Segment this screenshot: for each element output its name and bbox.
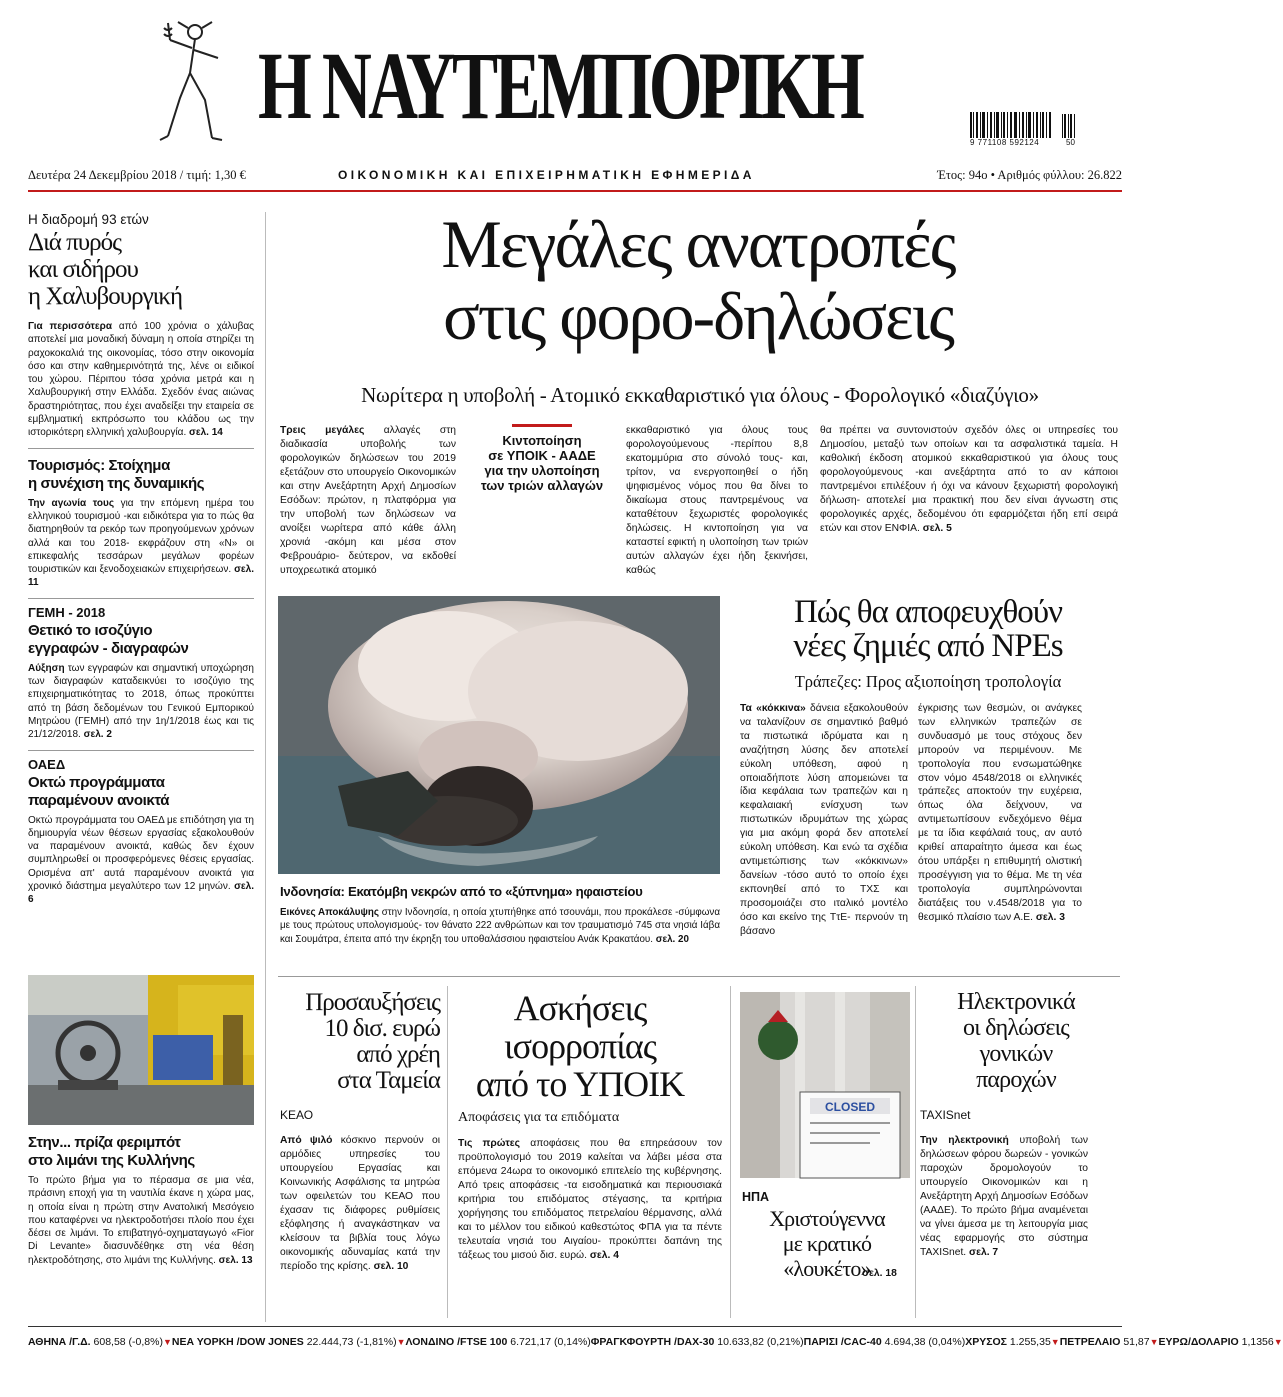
divider xyxy=(278,976,1120,977)
body-gemi: Αύξηση των εγγραφών και σημαντική υποχώρηση των διαγραφών καταδεικνύει το ισοζύγιο της επιχειρηματικότητας το 2018, όπως προκύπτει από τη βάση δεδομένων του Γενικού Εμπορικού Μητρώου (ΓΕΜΗ) από την 1η/1/2018 έως και τις 21/12/2018. σελ. 2 xyxy=(28,662,254,741)
kicker-oaed: ΟΑΕΔ xyxy=(28,756,66,772)
down-arrow-icon: ▼ xyxy=(396,1337,406,1347)
divider xyxy=(28,598,254,599)
barcode-addon: 50 xyxy=(1066,138,1075,147)
ticker-rule xyxy=(28,1326,1122,1327)
headline-gemi: Θετικό το ισοζύγιο εγγραφών - διαγραφών xyxy=(28,621,189,657)
volcano-photo xyxy=(278,596,720,874)
down-arrow-icon: ▼ xyxy=(1050,1337,1060,1347)
ticker-item: ΕΥΡΩ/ΔΟΛΑΡΙΟ 1,1356▼ xyxy=(1158,1336,1283,1348)
main-col-3: θα πρέπει να συντονιστούν σχεδόν όλες οι υπηρεσίες του Δημοσίου, μεταξύ των οποίων και τα ασφαλιστικά ταμεία. Η καθολική έκδοση ατομικού εκκαθαριστικού για όλους τους φορολογούμενους -και ανεξάρτητα από το αν κάποιοι παντρεμένοι επιλέξουν ή όχι να κάνουν ξεχωριστή φορολογική δήλωση- αποτελεί μια πρακτική που δεν είναι άγνωστη στις φορολογικές αρχές, δεδομένου ότι εφαρμόζεται ήδη επί σειρά ετών και στον ΕΝΦΙΑ. σελ. 5 xyxy=(820,425,1118,534)
body-tourism: Την αγωνία τους για την επόμενη ημέρα του ελληνικού τουρισμού -και ειδικότερα για το πώς θα διατηρηθούν τα ρεκόρ των προηγούμενων χρόνων αλλά και του 2018- εκφράζουν στη «Ν» οι επικεφαλής τεσσάρων μεγάλων φορέων τουριστικών και ξενοδοχειακών επιχειρήσεων. σελ. 11 xyxy=(28,497,254,589)
body-ferry: Το πρώτο βήμα για το πέρασμα σε μια νέα, πράσινη εποχή για τη ναυτιλία έκανε η χώρα μας, η οποία είναι η πρώτη στην Ανατολική Μεσόγειο που καταφέρνει να ηλεκτροδοτήσει πλοίο που έχει δέσει σε λιμάνι. Το επιβατηγό-οχηματαγωγό «Fior Di Levante» διασυνδέθηκε στη νέα θέση ηλεκτροδότησης, στο λιμάνι της Κυλλήνης. σελ. 13 xyxy=(28,1175,254,1266)
ferry-photo xyxy=(28,975,254,1125)
balance-headline: Ασκήσεις ισορροπίας από το ΥΠΟΙΚ xyxy=(475,988,685,1104)
down-arrow-icon: ▼ xyxy=(1149,1337,1159,1347)
issue-number: Έτος: 94ο • Αριθμός φύλλου: 26.822 xyxy=(937,168,1122,182)
pullquote-rule xyxy=(512,424,572,427)
volcano-caption-title: Ινδονησία: Εκατόμβη νεκρών από το «ξύπνημα» ηφαιστείου xyxy=(280,884,643,899)
main-subhead: Νωρίτερα η υποβολή - Ατομικό εκκαθαριστικό για όλους - Φορολογικό «διαζύγιο» xyxy=(361,383,1039,407)
ticker-item: ΠΕΤΡΕΛΑΙΟ 51,87▼ xyxy=(1059,1336,1159,1348)
left-column xyxy=(28,212,254,907)
volcano-caption-body: Εικόνες Αποκάλυψης στην Ινδονησία, η οποία χτυπήθηκε από τσουνάμι, που προκάλεσε -σύμφωνα με τους πρώτους υπολογισμούς- τον θάνατο 222 ανθρώπων και τον τραυματισμό 745 στα νησιά Ιάβα και Σουμάτρα, έπειτα από την έκρηξη του υποθαλάσσιου ηφαιστείου Ανάκ Κρακατάου. σελ. 20 xyxy=(280,907,720,945)
column-rule xyxy=(265,212,266,1322)
kicker-steel: Η διαδρομή 93 ετών xyxy=(28,212,149,227)
main-col-1: Τρεις μεγάλες αλλαγές στη διαδικασία υποβολής των φορολογικών δηλώσεων του 2019 εξετάζουν στο υπουργείο Οικονομικών και στην Ανεξάρτητη Αρχή Δημοσίων Εσόδων: πρώτον, η πλατφόρμα για την υποβολή των δηλώσεων να ανοίξει νωρίτερα από κάθε άλλη χρονιά -ακόμη και μέσα στον Φεβρουάριο- δεύτερον, να εκδοθεί υποχρεωτικά ατομικό xyxy=(280,425,456,576)
info-bar xyxy=(28,168,1122,186)
balance-body: Τις πρώτες αποφάσεις που θα επηρεάσουν τον προϋπολογισμό του 2019 καλείται να λάβει μέσα στα επόμενα 24ωρα το οικονομικό επιτελείο της κυβέρνησης. Από τρεις αποφάσεις -τα εισοδηματικά και περιουσιακά κριτήρια του επιδόματος στέγασης, τα κριτήρια χορήγησης του επιδόματος πετρελαίου θέρμανσης, αλλά και το μέλλον του ειδικού καθεστώτος ΦΠΑ για τα πέντε τελευταία νησιά του Αιγαίου- προκύπτει δαπάνη της τάξεως του μισού δισ. ευρώ. σελ. 4 xyxy=(458,1138,722,1261)
column-rule xyxy=(915,986,916,1318)
market-ticker xyxy=(28,1336,1283,1356)
kicker-gemi: ΓΕΜΗ - 2018 xyxy=(28,604,106,620)
usa-ref: σελ. 18 xyxy=(862,1268,897,1279)
usa-headline: Χριστούγεννα με κρατικό «λουκέτο» xyxy=(769,1206,885,1281)
body-steel: Για περισσότερα από 100 χρόνια ο χάλυβας αποτελεί μια μοναδική δύναμη η οποία στηρίζει τη ραχοκοκαλιά της οικονομίας, τόσο στην οικονομία όσο και στην καθημερινότητά της, λένε οι ειδικοί του χώρου. Πέριπου τόσα χρόνια μετρά και η Χαλυβουργική στην Ελλάδα. Σχεδόν ένας αιώνας δραστηριότητας, που έχει αναδείξει την εταιρεία σε εμβληματική εκπρόσωπο του κλάδου ως την ιστορικότερη ελληνική χαλυβουργία. σελ. 14 xyxy=(28,321,254,439)
headline-steel: Διά πυρός και σιδήρου η Χαλυβουργική xyxy=(28,229,183,310)
taxisnet-kicker: TAXISnet xyxy=(920,1108,971,1122)
ferry-story xyxy=(28,1134,254,1267)
npe-headline: Πώς θα αποφευχθούν νέες ζημιές από NPEs xyxy=(793,594,1063,664)
date-price: Δευτέρα 24 Δεκεμβρίου 2018 / τιμή: 1,30 € xyxy=(28,168,246,182)
body-oaed: Οκτώ προγράμματα του ΟΑΕΔ με επιδότηση για τη δημιουργία νέων θέσεων εργασίας εξακολουθούν να παραμένουν ανοικτά, καθώς δεν έχουν συμπληρωθεί οι προσφερόμενες θέσεις εργασίας. Ορισμένα απ' αυτά παραμένουν ανοικτά για χρονικό διάστημα μεγαλύτερο των 12 μηνών. σελ. 6 xyxy=(28,814,255,906)
divider xyxy=(28,448,254,449)
taxisnet-headline: Ηλεκτρονικά οι δηλώσεις γονικών παροχών xyxy=(957,989,1075,1093)
column-rule xyxy=(447,986,448,1318)
npe-subhead: Τράπεζες: Προς αξιοποίηση τροπολογία xyxy=(794,672,1062,691)
down-arrow-icon: ▼ xyxy=(1273,1337,1283,1347)
column-rule xyxy=(730,986,731,1318)
npe-col-1: Τα «κόκκινα» δάνεια εξακολουθούν να ταλανίζουν σε σημαντικό βαθμό τα πιστωτικά ιδρύματα και η αναζήτηση λύσης δεν αποτελεί εύκολη υπόθεση, αφού η οποιαδήποτε λύση απομειώνει τα ίδια κεφάλαια των τραπεζών και η κεφαλαιακή ενίσχυση των πιστωτικών ιδρυμάτων της χώρας για μια ακόμη φορά δεν αποτελεί εύκολη υπόθεση. Και ενώ τα σχέδια αντιμετώπισης των «κόκκινων» δανείων -τόσο αυτό το οποίο έχει εκπονηθεί από το ΤΧΣ και προσομοιάζει στο ιταλικό μοντέλο όσο και εκείνο της ΤτΕ- περνούν τη βάσανο xyxy=(740,703,908,937)
newspaper-title: Η ΝΑΥΤΕΜΠΟΡΙΚΗ xyxy=(258,32,862,139)
masthead-rule xyxy=(28,190,1122,192)
ticker-item: ΛΟΝΔΙΝΟ /FTSE 100 6.721,17 (0,14%) xyxy=(405,1336,591,1348)
hermes-logo xyxy=(150,18,230,153)
ticker-item: ΦΡΑΓΚΦΟΥΡΤΗ /DAX-30 10.633,82 (0,21%) xyxy=(590,1336,804,1348)
main-col-2: εκκαθαριστικό για όλους τους φορολογούμενους -περίπου 8,8 εκατομμύρια στο σύνολό τους- και, τρίτον, να ενεργοποιηθεί ο ήδη ψηφισμένος νόμος που θα δίνει το δικαίωμα στους παντρεμένους να καταθέτουν ξεχωριστές φορολογικές δηλώσεις. Η κιντοποίηση για να καταστεί εφικτή η υλοποίηση των τριών αυτών αλλαγών έχει ήδη ξεκινήσει, καθώς xyxy=(626,425,808,576)
headline-ferry: Στην... πρίζα φεριμπότ στο λιμάνι της Κυλλήνης xyxy=(28,1134,195,1169)
keao-kicker: ΚΕΑΟ xyxy=(280,1108,314,1122)
headline-tourism: Τουρισμός: Στοίχημα η συνέχιση της δυναμικής xyxy=(28,456,205,492)
keao-headline: Προσαυξήσεις 10 δισ. ευρώ από χρέη στα Ταμεία xyxy=(305,989,440,1094)
tagline: ΟΙΚΟΝΟΜΙΚΗ ΚΑΙ ΕΠΙΧΕΙΡΗΜΑΤΙΚΗ ΕΦΗΜΕΡΙΔΑ xyxy=(338,168,755,182)
pullquote: Κιντοποίηση σε ΥΠΟΙΚ - ΑΑΔΕ για την υλοποίηση των τριών αλλαγών xyxy=(466,424,618,493)
taxisnet-body: Την ηλεκτρονική υποβολή των δηλώσεων φόρου δωρεών - γονικών παροχών δρομολογούν το υπουργείο Οικονομικών και η Ανεξάρτητη Αρχή Δημοσίων Εσόδων (ΑΑΔΕ). Το πρώτο βήμα αναμένεται να γίνει άμεσα με τη λειτουργία μιας νέας εφαρμογής στο σύστημα TAXISnet. σελ. 7 xyxy=(920,1135,1089,1258)
closed-sign-photo xyxy=(740,992,910,1178)
headline-oaed: Οκτώ προγράμματα παραμένουν ανοικτά xyxy=(28,773,170,809)
main-headline: Μεγάλες ανατροπές στις φορο-δηλώσεις xyxy=(441,206,955,354)
down-arrow-icon: ▼ xyxy=(162,1337,172,1347)
usa-kicker: ΗΠΑ xyxy=(742,1190,770,1204)
npe-col-2: έγκρισης των θεσμών, οι ανάγκες των ελληνικών τραπεζών σε συνδυασμό με τους στόχους δεν μπορούν να περιμένουν. Με τροπολογία που ενσωματώθηκε στον νόμο 4548/2018 οι ελληνικές τράπεζες αποκτούν την ευχέρεια, όπως όλα δείχνουν, να αντιμετωπίσουν ενδεχόμενο θέμα με τα ίδια κεφάλαιά τους, αν αυτό κριθεί απαραίτητο άμεσα και έως ότου υπάρξει η επιθυμητή ολιστική προσέγγιση για το θέμα. Με τη νέα τροπολογία συμπληρώνονται διατάξεις του ν.4548/2018 για το θεσμικό πλαίσιο των Α.Ε. σελ. 3 xyxy=(918,703,1082,923)
ticker-item: ΝΕΑ ΥΟΡΚΗ /DOW JONES 22.444,73 (-1,81%)▼ xyxy=(171,1336,406,1348)
balance-subhead: Αποφάσεις για τα επιδόματα xyxy=(458,1110,620,1125)
barcode-number: 9 771108 592124 xyxy=(970,138,1040,147)
divider xyxy=(28,750,254,751)
ticker-item: ΧΡΥΣΟΣ 1.255,35▼ xyxy=(965,1336,1060,1348)
ticker-item: ΠΑΡΙΣΙ /CAC-40 4.694,38 (0,04%) xyxy=(803,1336,966,1348)
closed-sign-text: CLOSED xyxy=(824,1100,876,1114)
ticker-item: ΑΘΗΝΑ /Γ.Δ. 608,58 (-0,8%)▼ xyxy=(28,1336,172,1348)
keao-body: Από ψιλό κόσκινο περνούν οι αρμόδιες υπηρεσίες του υπουργείου Εργασίας και Κοινωνικής Ασφάλισης τα μητρώα των οφειλετών του ΚΕΑΟ που έχασαν τις διάφορες ρυθμίσεις εξόφλησης ή αναγκάστηκαν να κλείσουν τα βιβλία τους λόγω οικονομικής αδυναμίας κατά την περίοδο της κρίσης. σελ. 10 xyxy=(280,1135,440,1272)
